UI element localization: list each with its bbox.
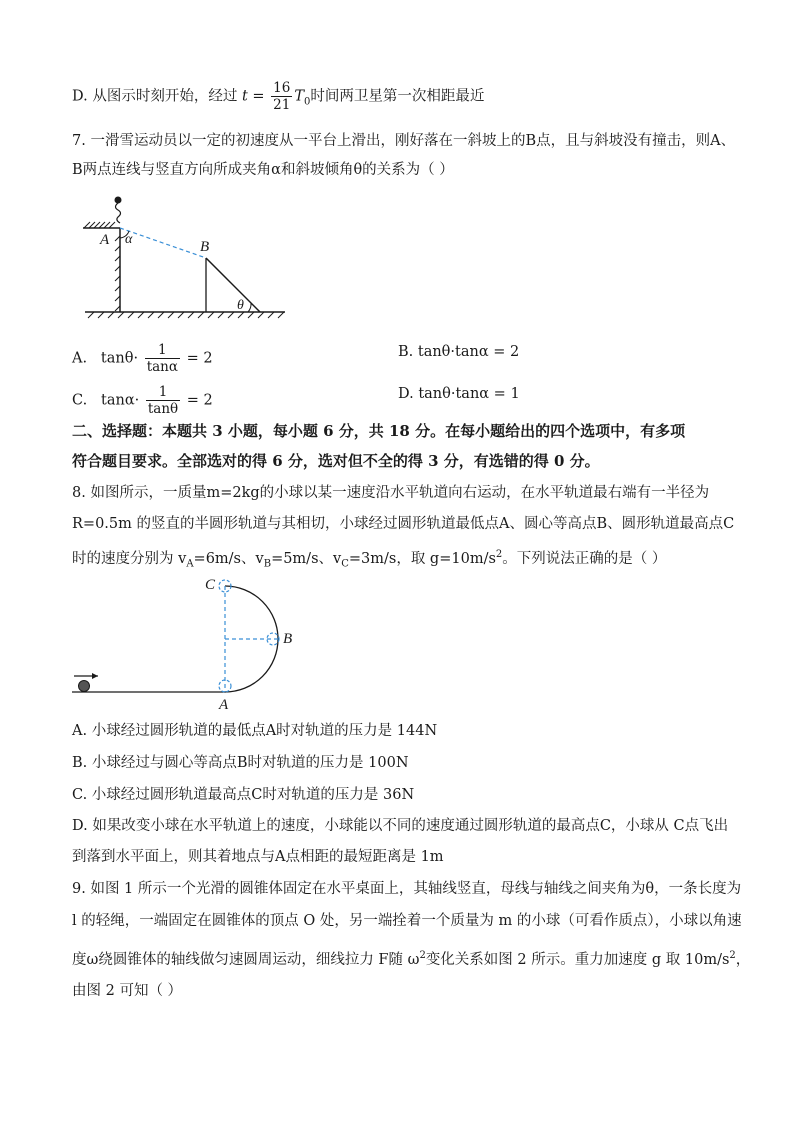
q8-line3-e: 。下列说法正确的是（ ） bbox=[502, 550, 667, 567]
q6-frac-den: 21 bbox=[273, 97, 291, 113]
q8-line3-sub-c: C bbox=[341, 558, 349, 570]
q6-eq: = bbox=[252, 88, 265, 105]
q8-line3-a: 时的速度分别为 v bbox=[72, 550, 187, 567]
q7-option-c-den: tanθ bbox=[147, 401, 179, 417]
q7-theta-arc bbox=[248, 303, 251, 312]
q8-label-a: A bbox=[219, 697, 229, 712]
q9-stem-line3 bbox=[72, 946, 750, 970]
q8-line3-sub-b: B bbox=[263, 558, 272, 570]
q6-T-sub: 0 bbox=[304, 96, 311, 108]
q8-line3-c: =5m/s、v bbox=[271, 550, 342, 567]
q7-option-a-num: 1 bbox=[145, 342, 180, 359]
q6-T-var: T bbox=[294, 88, 304, 105]
q8-figure bbox=[70, 572, 310, 712]
q9-line3-sup: 2 bbox=[419, 950, 426, 961]
q9-line3-sup2: 2 bbox=[729, 950, 736, 961]
q9-stem-line1: 9. 如图 1 所示一个光滑的圆锥体固定在水平桌面上，其轴线竖直，母线与轴线之间夹角为θ，一条长度为 bbox=[72, 881, 742, 897]
q7-label-a: A bbox=[100, 232, 110, 248]
q7-option-a-fraction bbox=[145, 342, 180, 375]
q7-option-a-den: tanα bbox=[146, 359, 178, 375]
q7-label-theta: θ bbox=[237, 298, 244, 313]
q7-option-d: D. tanθ·tanα = 1 bbox=[398, 386, 520, 402]
q8-option-d: D. 如果改变小球在水平轨道上的速度，小球能以不同的速度通过圆形轨道的最高点C，小球从 C点飞出 bbox=[72, 818, 729, 834]
q8-option-b: B. 小球经过与圆心等高点B时对轨道的压力是 100N bbox=[72, 755, 409, 771]
q7-figure bbox=[80, 192, 295, 327]
q9-line3-a: 度ω绕圆锥体的轴线做匀速圆周运动，细线拉力 F随 ω bbox=[72, 951, 420, 968]
q7-option-c-pre: tanα· bbox=[101, 392, 140, 409]
section2-heading-line1: 二、选择题：本题共 3 小题，每小题 6 分，共 18 分。在每小题给出的四个选项中，有多项 bbox=[72, 422, 686, 440]
q7-option-c bbox=[72, 384, 213, 417]
q7-option-a bbox=[72, 342, 213, 375]
q7-option-a-pre: tanθ· bbox=[100, 350, 139, 367]
q8-line3-sub-a: A bbox=[186, 558, 194, 570]
q6-option-d-prefix: D. 从图示时刻开始，经过 bbox=[72, 88, 238, 105]
q6-frac-num: 16 bbox=[273, 80, 291, 96]
q7-option-c-fraction bbox=[146, 384, 180, 417]
q7-slope bbox=[206, 258, 260, 312]
q8-label-b: B bbox=[283, 631, 293, 647]
q6-option-d-suffix: 时间两卫星第一次相距最近 bbox=[310, 88, 485, 105]
q7-label-alpha: α bbox=[125, 232, 133, 247]
q9-stem-line4: 由图 2 可知（ ） bbox=[72, 983, 183, 999]
q7-label-b: B bbox=[200, 239, 210, 255]
q8-option-c: C. 小球经过圆形轨道最高点C时对轨道的压力是 36N bbox=[72, 787, 415, 803]
q8-option-d-cont: 到落到水平面上，则其着地点与A点相距的最短距离是 1m bbox=[72, 849, 444, 865]
q9-line3-c: ， bbox=[735, 951, 751, 968]
q8-line3-b: =6m/s、v bbox=[193, 550, 264, 567]
q8-line3-d: =3m/s，取 g=10m/s bbox=[348, 550, 496, 567]
q7-stem-line1: 7. 一滑雪运动员以一定的初速度从一平台上滑出，刚好落在一斜坡上的B点，且与斜坡没有撞击，则A、 bbox=[72, 133, 736, 149]
q8-stem-line3 bbox=[72, 545, 666, 575]
q6-option-d bbox=[72, 80, 484, 113]
q7-dashed-ab bbox=[120, 228, 206, 258]
q7-option-c-num: 1 bbox=[146, 384, 180, 401]
q7-platform-hatch bbox=[84, 222, 115, 228]
q7-option-c-label: C. bbox=[72, 392, 88, 409]
q8-arrow-head bbox=[92, 673, 98, 679]
q8-line3-sup: 2 bbox=[495, 549, 503, 560]
q9-line3-b: 变化关系如图 2 所示。重力加速度 g 取 10m/s bbox=[425, 951, 730, 968]
q7-stem-line2: B两点连线与竖直方向所成夹角α和斜坡倾角θ的关系为（ ） bbox=[72, 162, 454, 178]
q7-skier bbox=[115, 197, 122, 204]
q8-stem-line2: R=0.5m 的竖直的半圆形轨道与其相切，小球经过圆形轨道最低点A、圆心等高点B、圆形轨道最高点C bbox=[72, 516, 735, 532]
q6-t-var: t bbox=[241, 88, 248, 105]
q7-ground-hatch bbox=[88, 312, 284, 318]
section2-heading-line2: 符合题目要求。全部选对的得 6 分，选对但不全的得 3 分，有选错的得 0 分。 bbox=[72, 452, 600, 470]
q7-option-c-post: = 2 bbox=[186, 392, 213, 409]
q9-stem-line2: l 的轻绳，一端固定在圆锥体的顶点 O 处，另一端拴着一个质量为 m 的小球（可看作质点），小球以角速 bbox=[72, 913, 742, 929]
q6-fraction bbox=[271, 80, 292, 113]
q8-label-c: C bbox=[205, 577, 216, 593]
q8-ball bbox=[79, 681, 90, 692]
q7-option-a-post: = 2 bbox=[186, 350, 213, 367]
q7-skier-body bbox=[116, 203, 121, 223]
q8-stem-line1: 8. 如图所示，一质量m=2kg的小球以某一速度沿水平轨道向右运动，在水平轨道最右端有一半径为 bbox=[72, 485, 710, 501]
q7-option-a-label: A. bbox=[72, 350, 88, 367]
q7-option-b: B. tanθ·tanα = 2 bbox=[398, 344, 520, 360]
q8-option-a: A. 小球经过圆形轨道的最低点A时对轨道的压力是 144N bbox=[72, 723, 438, 739]
